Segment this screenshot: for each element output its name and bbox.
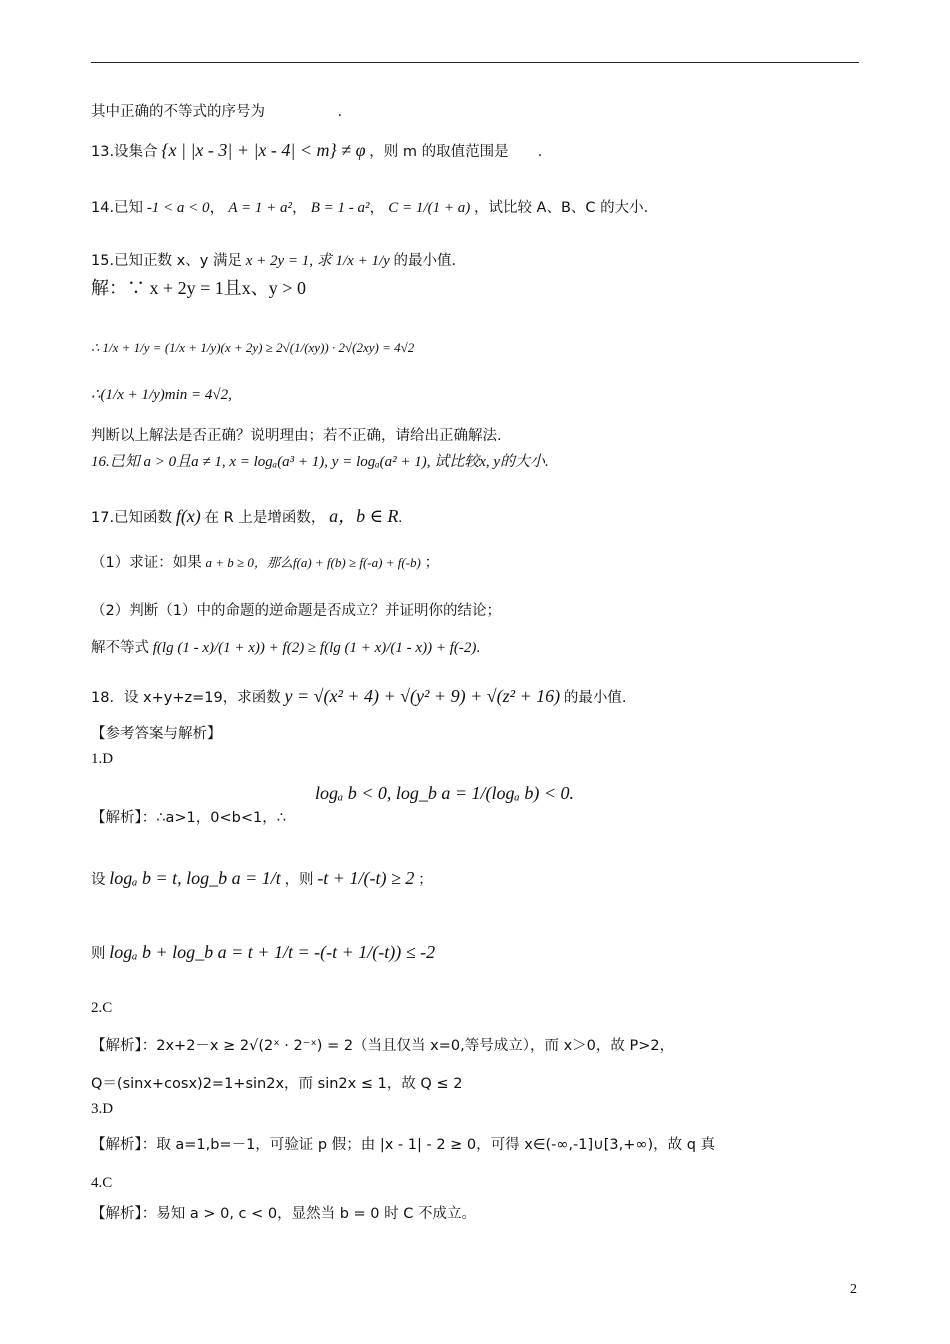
q15-suffix: 的最小值. <box>393 253 457 269</box>
q12-tail: 其中正确的不等式的序号为 . <box>91 104 343 120</box>
question-13 <box>91 140 542 162</box>
question-18 <box>91 686 627 708</box>
question-16 <box>91 452 549 472</box>
q17-p1-prefix: （1）求证：如果 <box>91 555 202 571</box>
a1-semi: ； <box>418 872 433 888</box>
q13-set: {x | |x - 3| + |x - 4| < m} ≠ φ <box>161 140 366 160</box>
header-rule <box>91 62 859 63</box>
q13-prefix: 13.设集合 <box>91 144 158 160</box>
a1-set <box>91 868 433 890</box>
answer-1: 1.D <box>91 751 114 767</box>
q17-mid: 在 R 上是增函数， <box>204 510 326 526</box>
a1-formula: logₐ b < 0, log_b a = 1/(logₐ b) < 0. <box>315 783 574 803</box>
q14-C: C = 1/(1 + a) <box>388 200 471 216</box>
q15-condition: x + 2y = 1, 求 1/x + 1/y <box>245 253 390 269</box>
q17-ab: a，b ∈ R <box>329 506 399 526</box>
answer-2: 2.C <box>91 1000 113 1016</box>
answer-3: 3.D <box>91 1101 114 1117</box>
q17-prefix: 17.已知函数 <box>91 510 173 526</box>
question-17: 17.已知函数 f(x) 在 R 上是增函数， a，b ∈ R. <box>91 506 403 526</box>
q17-p1-math: a + b ≥ 0，那么f(a) + f(b) ≥ f(-a) + f(-b) <box>205 555 421 570</box>
q14-A: A = 1 + a² <box>228 200 292 216</box>
a4-line: 【解析】：易知 a > 0, c < 0，显然当 b = 0 时 C 不成立。 <box>91 1206 476 1222</box>
q15-solution-line3: ∴(1/x + 1/y)min = 4√2, <box>91 387 232 403</box>
a3-line: 【解析】：取 a=1,b=－1，可验证 p 假；由 |x - 1| - 2 ≥ 0，可得 x∈(-∞,-1]∪[3,+∞)，故 q 真 <box>91 1137 716 1153</box>
q17-p1-suffix: ； <box>424 555 440 571</box>
q15-solution-line2: ∴ 1/x + 1/y = (1/x + 1/y)(x + 2y) ≥ 2√(1/(xy)) · 2√(2xy) = 4√2 <box>91 340 415 355</box>
q17-part1 <box>91 553 439 573</box>
a1-set-math: logₐ b = t, log_b a = 1/t <box>109 868 281 888</box>
q15-solution-start: 解：∵ x + 2y = 1且x、y > 0 <box>91 278 306 298</box>
answer-header: 【参考答案与解析】 <box>91 726 222 742</box>
q18-suffix: 的最小值. <box>563 690 627 706</box>
q17-fx: f(x) <box>175 506 201 526</box>
a1-jiexi: 【解析】：∴a>1，0<b<1，∴ <box>91 810 286 826</box>
q14-prefix: 14.已知 <box>91 200 144 216</box>
a1-then: ，则 <box>284 872 314 888</box>
a2-line1: 【解析】：2x+2－x ≥ 2√(2ˣ · 2⁻ˣ) = 2（当且仅当 x=0,等号成立），而 x＞0，故 P>2， <box>91 1038 675 1054</box>
q14-suffix: ，试比较 A、B、C 的大小. <box>473 200 649 216</box>
q14-B: B = 1 - a² <box>310 200 370 216</box>
q18-prefix: 18．设 x+y+z=19，求函数 <box>91 690 281 706</box>
q17-part3: 解不等式 f(lg (1 - x)/(1 + x)) + f(2) ≥ f(lg (1 + x)/(1 - x)) + f(-2). <box>91 640 481 656</box>
q14-condition: -1 < a < 0 <box>146 200 210 216</box>
a1-final: logₐ b + log_b a = t + 1/t = -(-t + 1/(-t)) ≤ -2 <box>109 942 436 962</box>
question-15 <box>91 251 456 271</box>
a1-final-line <box>91 942 435 964</box>
a1-then2: 则 <box>91 946 106 962</box>
q18-math: y = √(x² + 4) + √(y² + 9) + √(z² + 16) <box>284 686 561 706</box>
question-14: 14.已知 -1 < a < 0， A = 1 + a²， B = 1 - a²， C = 1/(1 + a) ，试比较 A、B、C 的大小. <box>91 200 649 216</box>
q17-p3-prefix: 解不等式 <box>91 640 149 656</box>
answer-4: 4.C <box>91 1175 113 1191</box>
a1-ineq: -t + 1/(-t) ≥ 2 <box>317 868 415 888</box>
q17-part2: （2）判断（1）中的命题的逆命题是否成立？并证明你的结论； <box>91 603 501 619</box>
q17-p3-math: f(lg (1 - x)/(1 + x)) + f(2) ≥ f(lg (1 + x)/(1 - x)) + f(-2) <box>152 640 477 656</box>
q13-suffix: ，则 m 的取值范围是 . <box>369 144 543 160</box>
a2-line2: Q＝(sinx+cosx)2=1+sin2x，而 sin2x ≤ 1，故 Q ≤ 2 <box>91 1076 463 1092</box>
q15-question: 判断以上解法是否正确？说明理由；若不正确，请给出正确解法. <box>91 428 502 444</box>
a1-set-prefix: 设 <box>91 872 106 888</box>
page-number: 2 <box>850 1282 857 1297</box>
q16-text: 16.已知 a > 0且a ≠ 1, x = logₐ(a³ + 1), y = logₐ(a² + 1), 试比较x, y的大小. <box>91 454 549 470</box>
q15-prefix: 15.已知正数 x、y 满足 <box>91 253 242 269</box>
